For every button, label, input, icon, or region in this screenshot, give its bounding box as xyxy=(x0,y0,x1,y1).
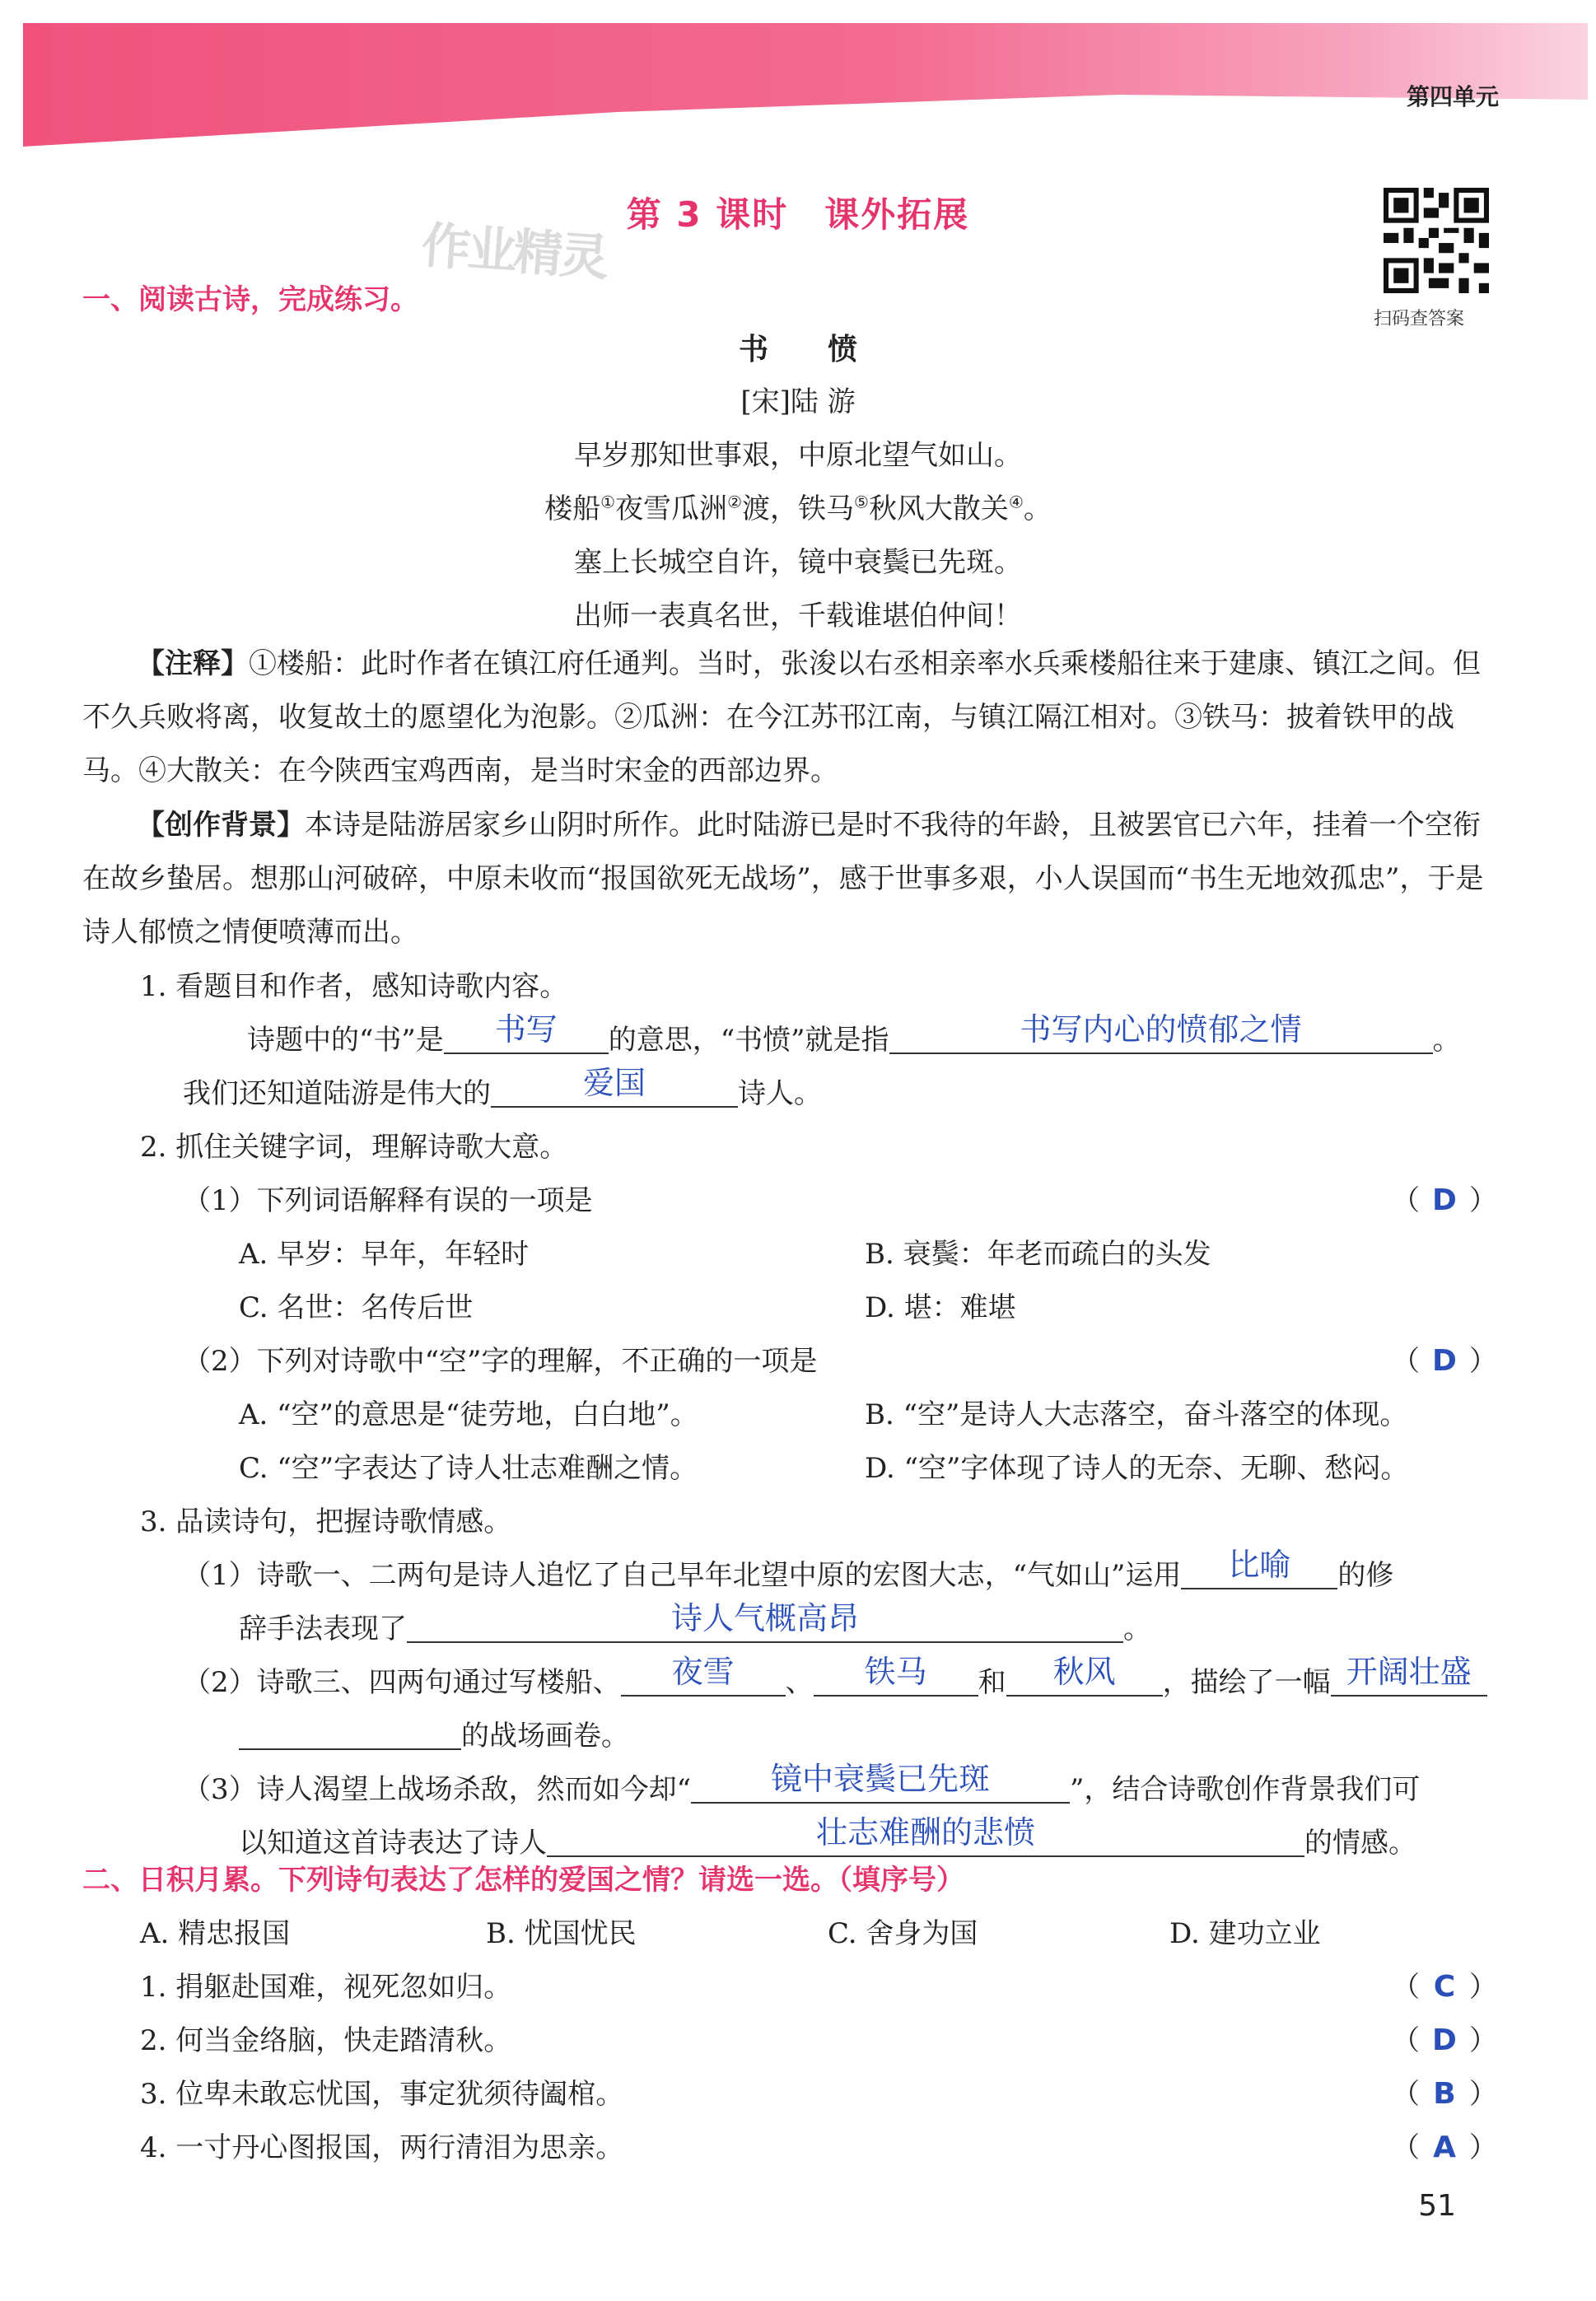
section2-option-d: D. 建功立业 xyxy=(1169,1917,1321,1950)
q3-sub1-line1: （1）诗歌一、二两句是诗人追忆了自己早年北望中原的宏图大志，“气如山”运用 比喻 的修 xyxy=(183,1547,1394,1592)
poem-line-2: 楼船①夜雪瓜洲②渡，铁马⑤秋风大散关④。 xyxy=(544,492,1052,525)
poem-line-1: 早岁那知世事艰，中原北望气如山。 xyxy=(574,439,1022,472)
q2-sub1-answer[interactable]: （ D ） xyxy=(1392,1183,1497,1217)
section2-item-2-answer[interactable]: （ D ） xyxy=(1392,2023,1497,2057)
section2-option-a: A. 精忠报国 xyxy=(140,1917,291,1950)
poem-author: [宋]陆 游 xyxy=(740,385,856,418)
q2-sub2-option-c: C. “空”字表达了诗人壮志难酬之情。 xyxy=(239,1452,698,1485)
section1-heading: 一、阅读古诗，完成练习。 xyxy=(82,283,418,316)
q2-sub2-option-b: B. “空”是诗人大志落空，奋斗落空的体现。 xyxy=(865,1398,1408,1431)
q2-sub1-option-b: B. 衰鬓：年老而疏白的头发 xyxy=(865,1238,1211,1271)
section2-item-2: 2. 何当金络脑，快走踏清秋。 xyxy=(140,2024,512,2057)
q3-blank-2[interactable]: 诗人气概高昂 xyxy=(407,1613,1123,1643)
q3-sub2-line1: （2）诗歌三、四两句通过写楼船、 夜雪 、 铁马 和 秋风 ，描绘了一幅 开阔壮盛 xyxy=(183,1659,1487,1700)
section2-option-b: B. 忧国忧民 xyxy=(486,1917,637,1950)
q1-title: 1. 看题目和作者，感知诗歌内容。 xyxy=(140,970,568,1003)
q3-title: 3. 品读诗句，把握诗歌情感。 xyxy=(140,1505,512,1538)
q2-sub1-option-a: A. 早岁：早年，年轻时 xyxy=(239,1238,530,1271)
page-number: 51 xyxy=(1418,2189,1456,2223)
q3-blank-6[interactable]: 开阔壮盛 xyxy=(1331,1667,1487,1697)
section2-item-3: 3. 位卑未敢忘忧国，事定犹须待阖棺。 xyxy=(140,2078,624,2111)
q2-sub1-option-c: C. 名世：名传后世 xyxy=(239,1291,474,1324)
q2-sub2: （2）下列对诗歌中“空”字的理解，不正确的一项是 xyxy=(183,1345,818,1378)
background-paragraph: 【创作背景】本诗是陆游居家乡山阴时所作。此时陆游已是时不我待的年龄，且被罢官已六年，挂着一个空衔在故乡蛰居。想那山河破碎，中原未收而“报国欲死无战场”，感于世事多艰，小人误国而“书生无地效孤忠”，于是诗人郁愤之情便喷薄而出。 xyxy=(82,809,1484,949)
q1-blank-2[interactable]: 书写内心的愤郁之情 xyxy=(889,1024,1433,1054)
q2-sub1-option-d: D. 堪：难堪 xyxy=(865,1291,1016,1324)
section2-item-1-answer[interactable]: （ C ） xyxy=(1392,1970,1497,2004)
qr-code-icon[interactable] xyxy=(1384,188,1489,293)
header-banner xyxy=(23,23,1588,147)
q1-blank-3[interactable]: 爱国 xyxy=(491,1078,738,1108)
q3-blank-8[interactable]: 镜中衰鬓已先斑 xyxy=(691,1774,1070,1804)
section2-item-3-answer[interactable]: （ B ） xyxy=(1392,2077,1497,2111)
unit-label: 第四单元 xyxy=(1406,83,1499,110)
q3-sub1-line2: 辞手法表现了 诗人气概高昂 。 xyxy=(239,1600,1151,1645)
q3-sub2-line2: 的战场画卷。 xyxy=(239,1713,629,1753)
notes-paragraph: 【注释】①楼船：此时作者在镇江府任通判。当时，张浚以右丞相亲率水兵乘楼船往来于建康、镇江之间。但不久兵败将离，收复故土的愿望化为泡影。②瓜洲：在今江苏邗江南，与镇江隔江相对。③铁马：披着铁甲的战马。④大散关：在今陕西宝鸡西南，是当时宋金的西部边界。 xyxy=(82,647,1481,787)
q1-line1: 诗题中的“书”是 书写 的意思，“书愤”就是指 书写内心的愤郁之情 。 xyxy=(247,1011,1461,1057)
q2-sub1: （1）下列词语解释有误的一项是 xyxy=(183,1184,593,1217)
q3-blank-4[interactable]: 铁马 xyxy=(814,1667,978,1697)
poem-line-4: 出师一表真名世，千载谁堪伯仲间！ xyxy=(574,600,1022,632)
section2-option-c: C. 舍身为国 xyxy=(828,1917,978,1950)
section2-item-4-answer[interactable]: （ A ） xyxy=(1392,2131,1497,2164)
q3-sub3-line1: （3）诗人渴望上战场杀敌，然而如今却“ 镜中衰鬓已先斑 ”，结合诗歌创作背景我们可 xyxy=(183,1761,1421,1806)
section2-item-1: 1. 捐躯赴国难，视死忽如归。 xyxy=(140,1971,512,2004)
q3-sub3-line2: 以知道这首诗表达了诗人 壮志难酬的悲愤 的情感。 xyxy=(239,1814,1416,1860)
poem-line-3: 塞上长城空自许，镜中衰鬓已先斑。 xyxy=(574,546,1022,579)
lesson-title: 第 3 课时 课外拓展 xyxy=(626,194,970,235)
q1-line2: 我们还知道陆游是伟大的 爱国 诗人。 xyxy=(183,1065,822,1110)
watermark: 作业精灵 xyxy=(419,217,608,287)
q3-blank-9[interactable]: 壮志难酬的悲愤 xyxy=(547,1827,1304,1857)
section2-heading: 二、日积月累。下列诗句表达了怎样的爱国之情？请选一选。（填序号） xyxy=(82,1864,964,1897)
q3-blank-3[interactable]: 夜雪 xyxy=(621,1667,786,1697)
qr-label: 扫码查答案 xyxy=(1374,309,1465,329)
section2-item-4: 4. 一寸丹心图报国，两行清泪为思亲。 xyxy=(140,2131,624,2164)
poem-title: 书 愤 xyxy=(738,332,857,366)
q1-blank-1[interactable]: 书写 xyxy=(444,1024,609,1054)
q2-title: 2. 抓住关键字词，理解诗歌大意。 xyxy=(140,1131,568,1164)
q3-blank-7[interactable] xyxy=(239,1720,461,1750)
q2-sub2-answer[interactable]: （ D ） xyxy=(1392,1344,1497,1378)
q3-blank-1[interactable]: 比喻 xyxy=(1181,1560,1337,1589)
q2-sub2-option-a: A. “空”的意思是“徒劳地，白白地”。 xyxy=(239,1398,698,1431)
q3-blank-5[interactable]: 秋风 xyxy=(1006,1667,1163,1697)
q2-sub2-option-d: D. “空”字体现了诗人的无奈、无聊、愁闷。 xyxy=(865,1452,1409,1485)
